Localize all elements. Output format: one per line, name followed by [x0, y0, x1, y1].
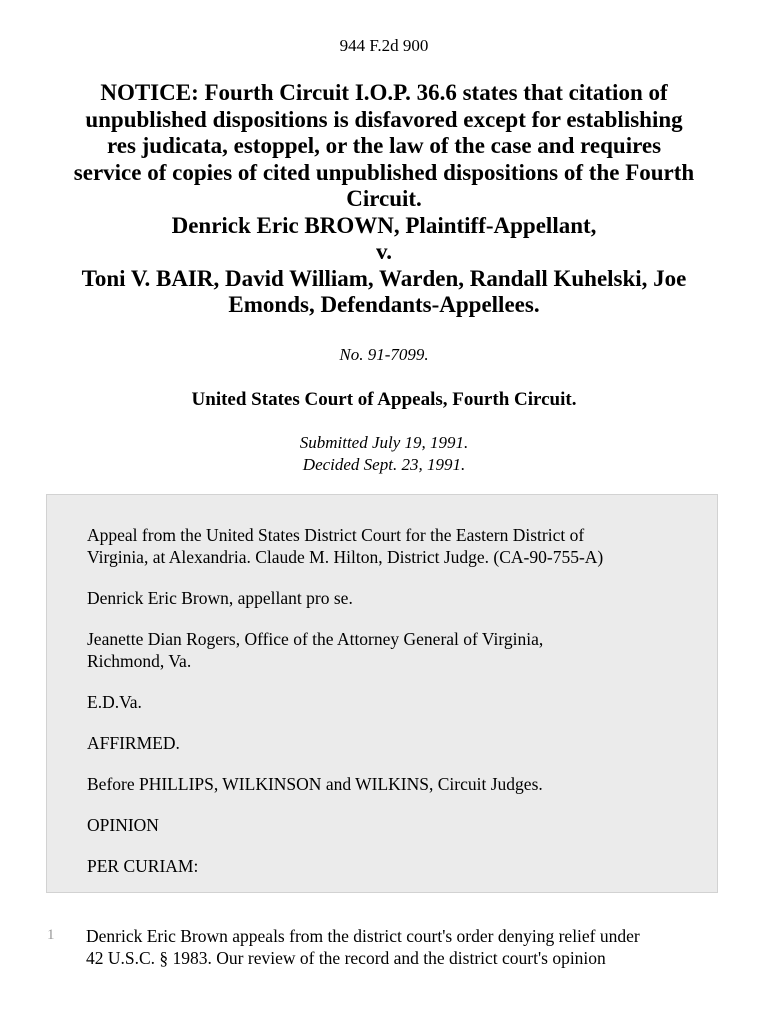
paragraph-text: [86, 925, 726, 969]
appeal-info-line: Virginia, at Alexandria. Claude M. Hilton, District Judge. (CA-90-755-A): [87, 547, 604, 567]
notice-line: Circuit.: [346, 186, 422, 211]
appellant-counsel: Denrick Eric Brown, appellant pro se.: [87, 588, 353, 608]
appeal-info-line: Appeal from the United States District Court for the Eastern District of: [87, 525, 585, 545]
versus-line: v.: [376, 239, 392, 264]
notice-line: res judicata, estoppel, or the law of the case and requires: [106, 133, 662, 158]
notice-line: NOTICE: Fourth Circuit I.O.P. 36.6 states that citation of: [100, 80, 668, 105]
paragraph-number: 1: [47, 927, 55, 943]
submitted-date: Submitted July 19, 1991.: [299, 433, 469, 452]
docket-number: No. 91-7099.: [339, 345, 429, 364]
opinion-label: OPINION: [87, 815, 159, 835]
court-name: United States Court of Appeals, Fourth Circuit.: [191, 389, 577, 410]
case-heading: [40, 80, 728, 319]
opinion-author: PER CURIAM:: [87, 856, 199, 876]
lower-court: E.D.Va.: [87, 692, 142, 712]
decided-date: Decided Sept. 23, 1991.: [302, 455, 466, 474]
disposition: AFFIRMED.: [87, 733, 180, 753]
defendants-line: Emonds, Defendants-Appellees.: [228, 292, 540, 317]
case-info-box: [46, 494, 718, 893]
notice-line: unpublished dispositions is disfavored except for establishing: [85, 106, 683, 132]
notice-line: service of copies of cited unpublished dispositions of the Fourth: [73, 159, 695, 185]
case-dates: [0, 432, 768, 476]
paragraph-line: Denrick Eric Brown appeals from the district court's order denying relief under: [86, 926, 640, 946]
paragraph-line: 42 U.S.C. § 1983. Our review of the record and the district court's opinion: [86, 948, 606, 968]
appellee-counsel: [87, 628, 697, 672]
appellee-counsel-line: Richmond, Va.: [87, 651, 192, 671]
defendants-line: Toni V. BAIR, David William, Warden, Randall Kuhelski, Joe: [81, 265, 687, 291]
panel-judges: Before PHILLIPS, WILKINSON and WILKINS, Circuit Judges.: [87, 774, 543, 794]
case-citation: 944 F.2d 900: [339, 36, 429, 55]
appellee-counsel-line: Jeanette Dian Rogers, Office of the Attorney General of Virginia,: [87, 629, 544, 649]
appeal-info: [87, 524, 697, 568]
plaintiff-line: Denrick Eric BROWN, Plaintiff-Appellant,: [171, 212, 597, 238]
